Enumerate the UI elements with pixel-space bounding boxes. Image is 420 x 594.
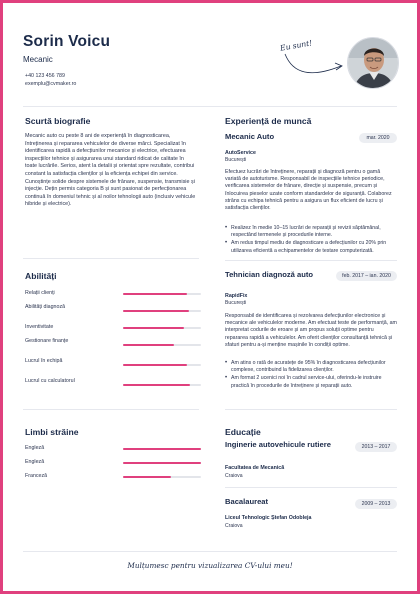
contact-info	[25, 73, 76, 88]
experience-section-title: Experiență de muncă	[225, 116, 312, 126]
education-title: Inginerie autovehicule rutiere	[225, 440, 331, 449]
job-company: AutoService	[225, 150, 256, 156]
rating-bar-fill	[123, 476, 171, 478]
right-divider-1	[225, 260, 397, 261]
job-date-badge: feb. 2017 – ian. 2020	[336, 271, 397, 281]
education-title: Bacalaureat	[225, 497, 269, 506]
rating-label: Franceză	[25, 473, 48, 479]
footer-divider	[23, 551, 397, 552]
education-city: Craiova	[225, 473, 243, 479]
job-date-badge: mar. 2020	[359, 133, 397, 143]
bio-section-title: Scurtă biografie	[25, 116, 91, 126]
education-city: Craiova	[225, 523, 243, 529]
handwritten-arrow-icon	[281, 48, 345, 78]
rating-label: Abilități diagnoză	[25, 304, 66, 310]
languages-section-title: Limbi străine	[25, 427, 79, 437]
handwritten-note: Eu sunt!	[279, 38, 313, 53]
person-name: Sorin Voicu	[23, 33, 111, 50]
job-title: Mecanic Auto	[225, 132, 275, 141]
rating-label: Gestionare finanțe	[25, 338, 69, 344]
rating-bar-track	[123, 293, 201, 295]
phone-number: +40 123 456 789	[25, 73, 65, 79]
rating-label: Lucrul în echipă	[25, 358, 63, 364]
rating-bar-fill	[123, 344, 174, 346]
job-city: București	[225, 300, 247, 306]
rating-bar-fill	[123, 448, 201, 450]
left-divider-2	[23, 409, 199, 410]
education-date-badge: 2013 – 2017	[355, 442, 397, 452]
rating-bar-fill	[123, 462, 201, 464]
job-description: Efectuez lucrări de întreținere, reparații și diagnoză pentru o gamă variată de autoturisme. Responsabil de inspecțiile tehnice periodice, verificarea sistemelor de frânare, direcție și suspensie, precum și înlocuirea pieselor uzate conform standardelor de siguranță. Colaborez strâns cu echipa tehnică pentru a asigura un flux eficient de lucru și satisfacția clienților.	[225, 169, 392, 212]
list-item: • Realizez în medie 10–15 lucrări de reparații și revizii săptămânal, respectând termenele și procedurile interne.	[225, 225, 397, 239]
list-item: • Am atins o rată de acuratețe de 95% în diagnosticarea defecțiunilor complexe, contribuind la fidelizarea clienților.	[225, 360, 397, 374]
rating-bar-fill	[123, 327, 184, 329]
cv-header	[23, 33, 110, 64]
education-school: Facultatea de Mecanică	[225, 465, 285, 471]
rating-label: Engleză	[25, 459, 45, 465]
rating-bar-track	[123, 448, 201, 450]
rating-bar-track	[123, 344, 201, 346]
rating-bar-track	[123, 384, 201, 386]
rating-bar-track	[123, 476, 201, 478]
education-date-badge: 2009 – 2013	[355, 499, 397, 509]
job-city: București	[225, 157, 247, 163]
job-achievements	[225, 360, 397, 391]
email-address: exemplu@cvmaker.ro	[25, 80, 77, 87]
rating-label: Inventivitate	[25, 324, 54, 330]
rating-bar-fill	[123, 364, 187, 366]
job-company: RapidFix	[225, 293, 248, 299]
list-item: • Am format 2 ucenici noi în cadrul service-ului, oferindu-le instruire practică în procedurile de întreținere și reparații auto.	[225, 375, 397, 389]
header-divider	[23, 106, 397, 107]
footer-thanks-note: Mulțumesc pentru vizualizarea CV-ului meu!	[127, 561, 293, 570]
profile-photo	[347, 37, 399, 89]
rating-bar-track	[123, 364, 201, 366]
rating-label: Relații clienți	[25, 290, 55, 296]
rating-label: Lucrul cu calculatorul	[25, 378, 75, 384]
job-description: Responsabil de identificarea și rezolvarea defecțiunilor electronice și mecanice ale vehiculelor moderne. Am efectuat teste de performanță, am interpretat codurile de eroare și am propus soluții optime pentru repararea rapidă a vehiculelor. Am oferit clienților consultanță tehnică și sfaturi pentru a-și menține mașinile în condiții optime.	[225, 313, 397, 348]
list-item: • Am redus timpul mediu de diagnosticare a defecțiunilor cu 20% prin utilizarea eficientă a echipamentelor de testare computerizată.	[225, 240, 397, 254]
education-divider	[225, 487, 397, 488]
rating-bar-track	[123, 327, 201, 329]
skills-section-title: Abilități	[25, 271, 57, 281]
avatar-portrait-icon	[348, 38, 399, 89]
education-school: Liceul Tehnologic Ștefan Odobleja	[225, 515, 312, 521]
rating-label: Engleză	[25, 445, 45, 451]
left-divider-1	[23, 258, 199, 259]
rating-bar-track	[123, 462, 201, 464]
rating-bar-fill	[123, 293, 187, 295]
bio-text: Mecanic auto cu peste 8 ani de experiență în diagnosticarea, întreținerea și repararea vehiculelor de diverse mărci. Specializat în identificarea rapidă a defecțiunilor mecanice și electrice, efectuarea inspecțiilor tehnice și asigurarea unui standard ridicat de calitate în toate lucrările. Serios, atent la detalii și orientat spre rezultate, contribui constant la satisfacția clienților și la eficiența echipei din service. Cunoștințe solide despre sistemele de frânare, suspensie, transmisie și injecție. Dețin permis categoria B și sunt pasionat de perfecționarea continuă în domeniul tehnic și al noilor tehnologii auto (inclusiv vehicule hibride și electrice).	[25, 133, 196, 208]
rating-bar-fill	[123, 384, 190, 386]
job-title: Tehnician diagnoză auto	[225, 270, 314, 279]
rating-bar-fill	[123, 310, 189, 312]
rating-bar-track	[123, 310, 201, 312]
person-role: Mecanic	[23, 55, 53, 64]
job-achievements	[225, 225, 397, 256]
education-section-title: Educație	[225, 427, 261, 437]
right-divider-2	[225, 409, 397, 410]
